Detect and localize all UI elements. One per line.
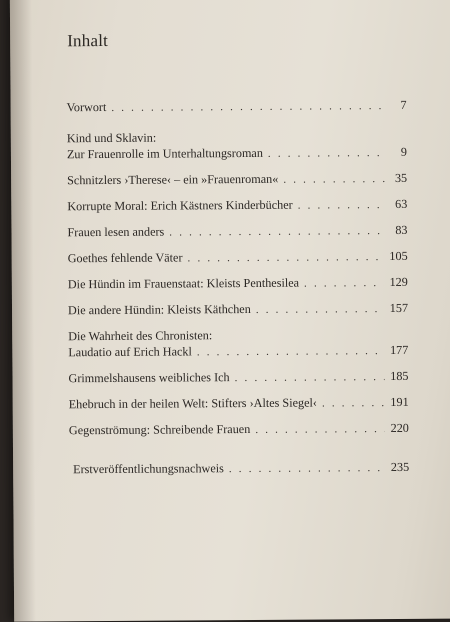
toc-entry-frauen-lesen bbox=[67, 222, 407, 241]
toc-entry-page: 35 bbox=[394, 170, 408, 185]
toc-entry-chronist bbox=[68, 326, 408, 361]
toc-entry-title: Laudatio auf Erich Hackl bbox=[68, 344, 192, 360]
toc-entry-page: 83 bbox=[395, 222, 408, 237]
page-title: Inhalt bbox=[67, 30, 109, 51]
book-page bbox=[10, 0, 450, 622]
dot-leaders bbox=[322, 395, 385, 411]
toc-entry-title: Gegenströmung: Schreibende Frauen bbox=[68, 421, 251, 438]
toc-entry-title: Die Hündin im Frauenstaat: Kleists Penthesilea bbox=[67, 275, 300, 292]
toc-entry-kind-und-sklavin bbox=[67, 128, 407, 163]
toc-entry-penthesilea bbox=[68, 274, 408, 293]
toc-entry-page: 9 bbox=[400, 144, 407, 159]
toc-entry-schnitzler bbox=[67, 170, 407, 189]
toc-entry-title: Vorwort bbox=[66, 99, 107, 115]
toc-entry-title: Die andere Hündin: Kleists Käthchen bbox=[67, 301, 251, 318]
dot-leaders bbox=[187, 249, 383, 266]
toc-entry-grimmelshausen bbox=[68, 368, 408, 387]
toc-entry-title: Korrupte Moral: Erich Kästners Kinderbücher bbox=[67, 197, 293, 214]
toc-entry-kaestner bbox=[67, 196, 407, 215]
toc-entry-title: Zur Frauenrolle im Unterhaltungsroman bbox=[66, 145, 263, 162]
toc-entry-page: 157 bbox=[389, 300, 409, 316]
toc-entry-page: 63 bbox=[395, 196, 408, 211]
dot-leaders bbox=[255, 421, 384, 438]
dot-leaders bbox=[256, 301, 384, 318]
toc-entry-title: Frauen lesen anders bbox=[67, 224, 165, 240]
toc-entry-title: Ehebruch in der heilen Welt: Stifters ›Altes Siegel‹ bbox=[68, 395, 317, 412]
dot-leaders bbox=[229, 460, 385, 477]
toc-entry-title: Schnitzlers ›Therese‹ – ein »Frauenroman« bbox=[67, 171, 279, 188]
dot-leaders bbox=[298, 197, 386, 214]
toc-entry-page: 191 bbox=[390, 394, 409, 410]
dot-leaders bbox=[111, 98, 384, 116]
toc-entry-page: 129 bbox=[389, 274, 408, 290]
table-of-contents bbox=[67, 97, 410, 487]
dot-leaders bbox=[304, 275, 384, 292]
dot-leaders bbox=[268, 145, 385, 162]
dot-leaders bbox=[235, 369, 385, 386]
toc-entry-title-line1: Die Wahrheit des Chronisten: bbox=[68, 328, 213, 344]
dot-leaders bbox=[169, 223, 385, 241]
toc-entry-kaethchen bbox=[68, 300, 408, 319]
toc-entry-title: Erstveröffentlichungsnachweis bbox=[73, 461, 224, 477]
toc-entry-stifter bbox=[69, 394, 409, 413]
toc-entry-vorwort bbox=[67, 97, 407, 116]
toc-entry-erstveroeffentlichung bbox=[73, 459, 409, 478]
toc-entry-page: 220 bbox=[390, 420, 409, 436]
toc-entry-page: 105 bbox=[389, 248, 408, 264]
toc-entry-page: 177 bbox=[389, 342, 409, 358]
toc-entry-gegenstroemung bbox=[69, 420, 409, 439]
toc-entry-page: 235 bbox=[390, 459, 410, 474]
dot-leaders bbox=[197, 343, 384, 360]
toc-entry-goethe bbox=[68, 248, 408, 267]
toc-entry-page: 7 bbox=[400, 97, 407, 112]
toc-entry-title: Grimmelshausens weibliches Ich bbox=[68, 370, 230, 386]
dot-leaders bbox=[283, 171, 385, 188]
toc-entry-title-line1: Kind und Sklavin: bbox=[66, 130, 157, 146]
toc-entry-page: 185 bbox=[390, 368, 409, 384]
toc-entry-title: Goethes fehlende Väter bbox=[67, 250, 183, 266]
page-gutter-shadow bbox=[10, 0, 36, 622]
